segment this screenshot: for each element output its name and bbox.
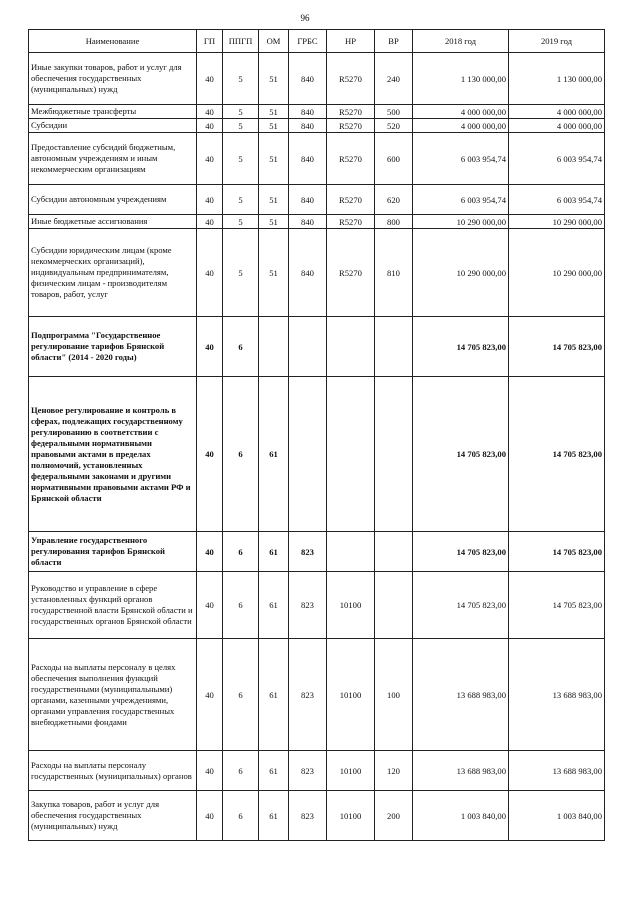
cell-name: Субсидии автономным учреждениям xyxy=(29,185,197,215)
cell-vr: 600 xyxy=(375,133,413,185)
cell-2019: 14 705 823,00 xyxy=(509,532,605,572)
cell-om xyxy=(259,317,289,377)
cell-2019: 10 290 000,00 xyxy=(509,229,605,317)
cell-vr: 810 xyxy=(375,229,413,317)
cell-grbs: 823 xyxy=(289,639,327,751)
cell-gp: 40 xyxy=(197,185,223,215)
cell-2019: 1 003 840,00 xyxy=(509,791,605,841)
cell-gp: 40 xyxy=(197,119,223,133)
cell-ppgp: 6 xyxy=(223,532,259,572)
cell-2019: 4 000 000,00 xyxy=(509,119,605,133)
table-row xyxy=(29,377,605,532)
cell-grbs: 823 xyxy=(289,532,327,572)
cell-ppgp: 5 xyxy=(223,229,259,317)
table-row xyxy=(29,572,605,639)
cell-2019: 14 705 823,00 xyxy=(509,317,605,377)
cell-nr: R5270 xyxy=(327,119,375,133)
cell-vr: 100 xyxy=(375,639,413,751)
table-row xyxy=(29,119,605,133)
budget-table xyxy=(28,29,605,841)
cell-gp: 40 xyxy=(197,53,223,105)
cell-vr xyxy=(375,317,413,377)
cell-ppgp: 5 xyxy=(223,53,259,105)
cell-om: 51 xyxy=(259,105,289,119)
table-row xyxy=(29,133,605,185)
cell-grbs: 823 xyxy=(289,791,327,841)
cell-ppgp: 6 xyxy=(223,791,259,841)
cell-nr: 10100 xyxy=(327,791,375,841)
cell-om: 51 xyxy=(259,185,289,215)
cell-om: 61 xyxy=(259,532,289,572)
cell-2018: 1 003 840,00 xyxy=(413,791,509,841)
col-header-2018: 2018 год xyxy=(413,30,509,53)
cell-om: 51 xyxy=(259,215,289,229)
table-row xyxy=(29,751,605,791)
cell-2019: 4 000 000,00 xyxy=(509,105,605,119)
cell-2019: 13 688 983,00 xyxy=(509,639,605,751)
cell-vr xyxy=(375,572,413,639)
cell-2018: 10 290 000,00 xyxy=(413,215,509,229)
cell-gp: 40 xyxy=(197,133,223,185)
cell-nr: R5270 xyxy=(327,133,375,185)
cell-grbs xyxy=(289,377,327,532)
cell-om: 51 xyxy=(259,133,289,185)
cell-name: Иные закупки товаров, работ и услуг для обеспечения государственных (муниципальных) нужд xyxy=(29,53,197,105)
cell-2018: 13 688 983,00 xyxy=(413,751,509,791)
cell-vr: 200 xyxy=(375,791,413,841)
cell-om: 51 xyxy=(259,229,289,317)
cell-ppgp: 6 xyxy=(223,377,259,532)
cell-grbs: 840 xyxy=(289,229,327,317)
cell-gp: 40 xyxy=(197,229,223,317)
cell-2019: 6 003 954,74 xyxy=(509,185,605,215)
cell-ppgp: 6 xyxy=(223,639,259,751)
cell-name: Субсидии xyxy=(29,119,197,133)
cell-ppgp: 5 xyxy=(223,105,259,119)
cell-nr: R5270 xyxy=(327,105,375,119)
table-row xyxy=(29,532,605,572)
cell-gp: 40 xyxy=(197,639,223,751)
page-number: 96 xyxy=(300,13,310,23)
cell-ppgp: 5 xyxy=(223,133,259,185)
table-row xyxy=(29,53,605,105)
cell-nr: 10100 xyxy=(327,639,375,751)
cell-name: Расходы на выплаты персоналу государственных (муниципальных) органов xyxy=(29,751,197,791)
cell-nr: 10100 xyxy=(327,572,375,639)
cell-2018: 1 130 000,00 xyxy=(413,53,509,105)
cell-ppgp: 5 xyxy=(223,185,259,215)
cell-name: Ценовое регулирование и контроль в сферах, подлежащих государственному регулированию в соответствии с федеральными нормативными правовыми актами в пределах полномочий, установленных федеральными законами и другими нормативными правовыми актами РФ и Брянской области xyxy=(29,377,197,532)
cell-2018: 4 000 000,00 xyxy=(413,105,509,119)
cell-nr xyxy=(327,317,375,377)
cell-nr xyxy=(327,532,375,572)
cell-vr: 520 xyxy=(375,119,413,133)
table-row xyxy=(29,105,605,119)
table-row xyxy=(29,185,605,215)
cell-gp: 40 xyxy=(197,377,223,532)
cell-2019: 6 003 954,74 xyxy=(509,133,605,185)
col-header-name: Наименование xyxy=(29,30,197,53)
cell-gp: 40 xyxy=(197,532,223,572)
table-row xyxy=(29,229,605,317)
cell-grbs: 840 xyxy=(289,119,327,133)
cell-nr: 10100 xyxy=(327,751,375,791)
cell-gp: 40 xyxy=(197,105,223,119)
cell-name: Расходы на выплаты персоналу в целях обеспечения выполнения функций государственными (муниципальными) органами, казенными учреждениями, органами управления государственных внебюджетными фондами xyxy=(29,639,197,751)
cell-grbs: 840 xyxy=(289,105,327,119)
cell-nr xyxy=(327,377,375,532)
cell-2018: 14 705 823,00 xyxy=(413,532,509,572)
cell-grbs: 823 xyxy=(289,751,327,791)
cell-gp: 40 xyxy=(197,215,223,229)
cell-2018: 14 705 823,00 xyxy=(413,572,509,639)
header-row xyxy=(29,30,605,53)
col-header-gp: ГП xyxy=(197,30,223,53)
cell-om: 61 xyxy=(259,639,289,751)
col-header-om: ОМ xyxy=(259,30,289,53)
cell-ppgp: 6 xyxy=(223,317,259,377)
cell-name: Руководство и управление в сфере установленных функций органов государственной власти Брянской области и государственных органов Брянской области xyxy=(29,572,197,639)
cell-gp: 40 xyxy=(197,317,223,377)
cell-om: 61 xyxy=(259,377,289,532)
cell-ppgp: 6 xyxy=(223,751,259,791)
cell-nr: R5270 xyxy=(327,53,375,105)
cell-2018: 14 705 823,00 xyxy=(413,317,509,377)
cell-2019: 13 688 983,00 xyxy=(509,751,605,791)
cell-vr: 500 xyxy=(375,105,413,119)
cell-om: 61 xyxy=(259,791,289,841)
cell-2019: 14 705 823,00 xyxy=(509,572,605,639)
cell-2018: 6 003 954,74 xyxy=(413,133,509,185)
col-header-ppgp: ППГП xyxy=(223,30,259,53)
cell-ppgp: 5 xyxy=(223,119,259,133)
cell-nr: R5270 xyxy=(327,229,375,317)
cell-om: 51 xyxy=(259,53,289,105)
cell-name: Субсидии юридическим лицам (кроме некоммерческих организаций), индивидуальным предпринимателям, физическим лицам - производителям товаров, работ, услуг xyxy=(29,229,197,317)
cell-2018: 6 003 954,74 xyxy=(413,185,509,215)
cell-2018: 4 000 000,00 xyxy=(413,119,509,133)
cell-2018: 14 705 823,00 xyxy=(413,377,509,532)
cell-grbs xyxy=(289,317,327,377)
table-body xyxy=(29,53,605,841)
cell-om: 61 xyxy=(259,751,289,791)
cell-grbs: 840 xyxy=(289,53,327,105)
cell-vr: 800 xyxy=(375,215,413,229)
cell-2019: 1 130 000,00 xyxy=(509,53,605,105)
cell-gp: 40 xyxy=(197,791,223,841)
cell-ppgp: 5 xyxy=(223,215,259,229)
cell-name: Межбюджетные трансферты xyxy=(29,105,197,119)
cell-name: Закупка товаров, работ и услуг для обеспечения государственных (муниципальных) нужд xyxy=(29,791,197,841)
cell-grbs: 823 xyxy=(289,572,327,639)
cell-ppgp: 6 xyxy=(223,572,259,639)
cell-vr: 620 xyxy=(375,185,413,215)
col-header-vr: ВР xyxy=(375,30,413,53)
cell-2018: 10 290 000,00 xyxy=(413,229,509,317)
cell-om: 61 xyxy=(259,572,289,639)
cell-name: Предоставление субсидий бюджетным, автономным учреждениям и иным некоммерческим организациям xyxy=(29,133,197,185)
cell-2018: 13 688 983,00 xyxy=(413,639,509,751)
cell-om: 51 xyxy=(259,119,289,133)
cell-vr: 240 xyxy=(375,53,413,105)
table-row xyxy=(29,791,605,841)
cell-vr: 120 xyxy=(375,751,413,791)
col-header-nr: НР xyxy=(327,30,375,53)
cell-grbs: 840 xyxy=(289,185,327,215)
cell-name: Подпрограмма "Государственное регулирование тарифов Брянской области" (2014 - 2020 годы) xyxy=(29,317,197,377)
table-row xyxy=(29,215,605,229)
cell-name: Управление государственного регулирования тарифов Брянской области xyxy=(29,532,197,572)
col-header-2019: 2019 год xyxy=(509,30,605,53)
cell-vr xyxy=(375,532,413,572)
col-header-grbs: ГРБС xyxy=(289,30,327,53)
cell-2019: 10 290 000,00 xyxy=(509,215,605,229)
cell-grbs: 840 xyxy=(289,133,327,185)
cell-vr xyxy=(375,377,413,532)
cell-gp: 40 xyxy=(197,572,223,639)
cell-gp: 40 xyxy=(197,751,223,791)
table-row xyxy=(29,639,605,751)
table-row xyxy=(29,317,605,377)
cell-name: Иные бюджетные ассигнования xyxy=(29,215,197,229)
cell-grbs: 840 xyxy=(289,215,327,229)
cell-nr: R5270 xyxy=(327,185,375,215)
cell-nr: R5270 xyxy=(327,215,375,229)
cell-2019: 14 705 823,00 xyxy=(509,377,605,532)
